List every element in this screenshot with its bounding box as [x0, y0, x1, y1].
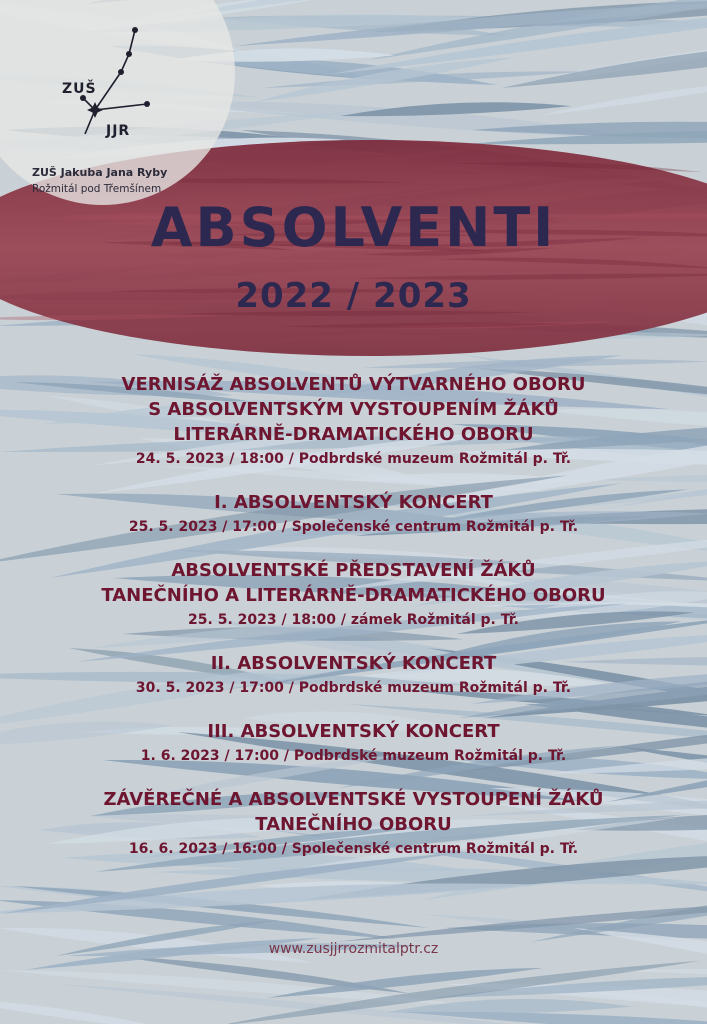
logo-initials: JJR: [106, 123, 131, 139]
school-town: Rožmitál pod Třemšínem: [32, 183, 162, 195]
school-name: ZUŠ Jakuba Jana Ryby: [32, 166, 168, 179]
event-title-line: LITERÁRNĚ-DRAMATICKÉHO OBORU: [173, 424, 534, 445]
school-year: 2022 / 2023: [235, 276, 472, 316]
event-item: [0, 490, 707, 538]
event-detail: 24. 5. 2023 / 18:00 / Podbrdské muzeum Rožmitál p. Tř.: [135, 451, 572, 467]
event-title-line: TANEČNÍHO A LITERÁRNĚ-DRAMATICKÉHO OBORU: [101, 585, 606, 606]
event-detail: 1. 6. 2023 / 17:00 / Podbrdské muzeum Rožmitál p. Tř.: [140, 748, 567, 764]
event-item: [0, 719, 707, 767]
event-title-line: VERNISÁŽ ABSOLVENTŮ VÝTVARNÉHO OBORU: [121, 374, 586, 395]
website-link[interactable]: www.zusjjrrozmitalptr.cz: [268, 941, 439, 957]
event-title-line: I. ABSOLVENTSKÝ KONCERT: [214, 492, 493, 513]
event-detail: 30. 5. 2023 / 17:00 / Podbrdské muzeum Rožmitál p. Tř.: [135, 680, 572, 696]
event-item: [0, 651, 707, 699]
event-title-line: III. ABSOLVENTSKÝ KONCERT: [207, 721, 500, 742]
event-item: [0, 787, 707, 860]
event-item: [0, 372, 707, 470]
event-title-line: II. ABSOLVENTSKÝ KONCERT: [210, 653, 497, 674]
logo-abbr: ZUŠ: [62, 81, 97, 97]
event-title-line: ABSOLVENTSKÉ PŘEDSTAVENÍ ŽÁKŮ: [171, 560, 536, 581]
event-item: [0, 558, 707, 631]
event-list: [0, 372, 707, 880]
event-detail: 25. 5. 2023 / 18:00 / zámek Rožmitál p. Tř.: [188, 612, 519, 628]
event-title-line: ZÁVĚREČNÉ A ABSOLVENTSKÉ VYSTOUPENÍ ŽÁKŮ: [103, 789, 604, 810]
event-title-line: TANEČNÍHO OBORU: [255, 814, 452, 835]
event-detail: 25. 5. 2023 / 17:00 / Společenské centrum Rožmitál p. Tř.: [128, 519, 579, 535]
page-title: ABSOLVENTI: [150, 196, 557, 259]
event-detail: 16. 6. 2023 / 16:00 / Společenské centrum Rožmitál p. Tř.: [128, 841, 579, 857]
event-title-line: S ABSOLVENTSKÝM VYSTOUPENÍM ŽÁKŮ: [148, 399, 559, 420]
